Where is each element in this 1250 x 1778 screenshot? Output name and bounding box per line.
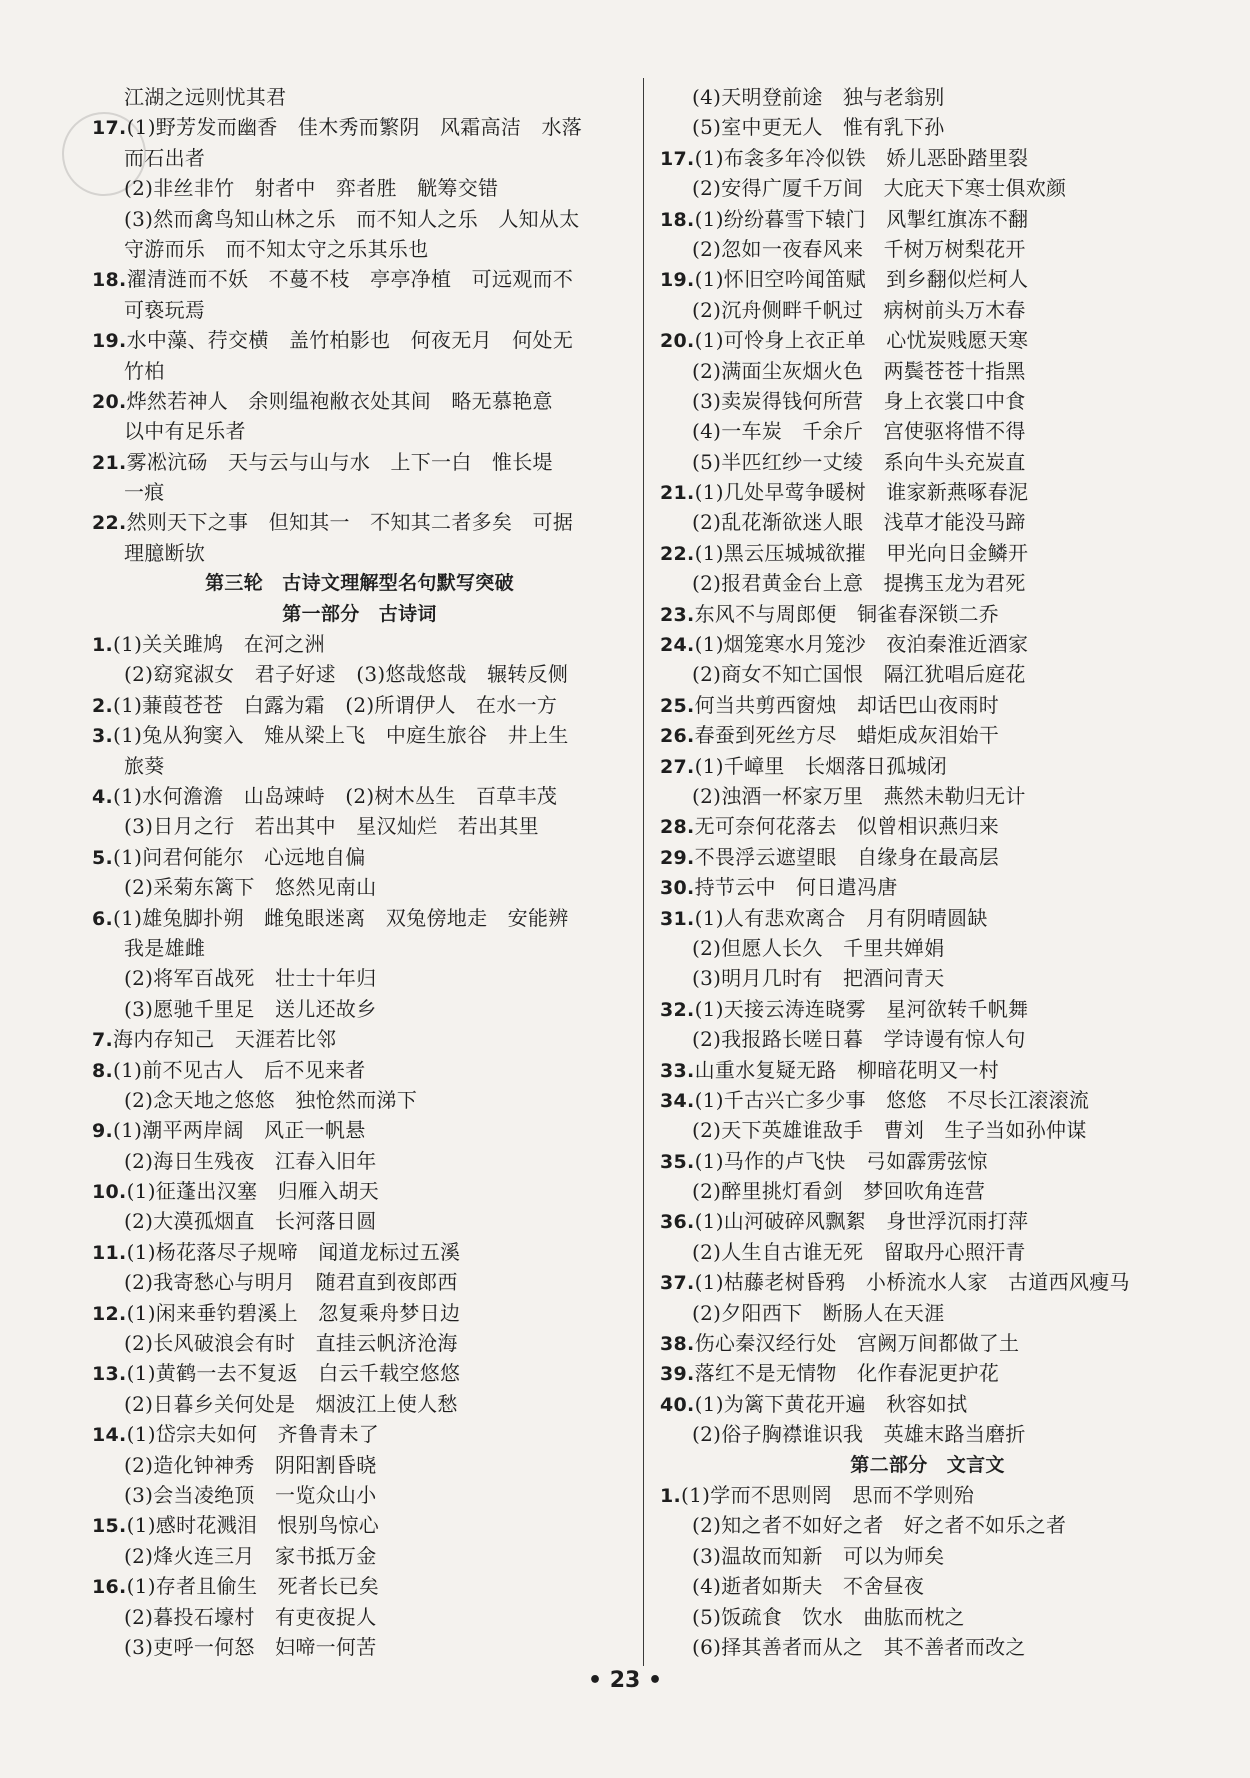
answer-text: (2)暮投石壕村 有吏夜捉人 <box>124 1604 377 1629</box>
answer-line <box>660 173 1195 203</box>
answer-text: (1)可怜身上衣正单 心忧炭贱愿天寒 <box>694 328 1029 353</box>
answer-line <box>92 143 627 173</box>
answer-line <box>92 872 627 902</box>
answer-text: (2)采菊东篱下 悠然见南山 <box>124 875 377 900</box>
answer-text: (1)问君何能尔 心远地自偏 <box>113 844 366 869</box>
question-number: 34. <box>660 1089 695 1112</box>
answer-text: (1)水何澹澹 山岛竦峙 (2)树木丛生 百草丰茂 <box>113 783 558 808</box>
answer-line <box>92 477 627 507</box>
answer-line <box>660 781 1195 811</box>
answer-line <box>660 1024 1195 1054</box>
answer-line <box>92 811 627 841</box>
answer-line <box>660 1419 1195 1449</box>
answer-text: (1)枯藤老树昏鸦 小桥流水人家 古道西风瘦马 <box>694 1270 1130 1295</box>
answer-text: (2)俗子胸襟谁识我 英雄末路当磨折 <box>692 1422 1026 1447</box>
answer-text: (2)烽火连三月 家书抵万金 <box>124 1543 377 1568</box>
answer-line <box>92 386 627 416</box>
answer-text: 理臆断欤 <box>124 540 206 565</box>
answer-text: (2)造化钟神秀 阴阳割昏晓 <box>124 1452 377 1477</box>
question-number: 37. <box>660 1272 695 1295</box>
answer-text: 第二部分 文言文 <box>850 1453 1005 1476</box>
answer-text: (1)怀旧空吟闻笛赋 到乡翻似烂柯人 <box>694 267 1029 292</box>
answer-text: 伤心秦汉经行处 宫阙万间都做了土 <box>694 1331 1020 1356</box>
answer-text: (2)人生自古谁无死 留取丹心照汗青 <box>692 1239 1026 1264</box>
answer-line <box>660 1115 1195 1145</box>
answer-text: (1)黑云压城城欲摧 甲光向日金鳞开 <box>694 540 1029 565</box>
answer-line <box>92 1146 627 1176</box>
answer-text: (1)闲来垂钓碧溪上 忽复乘舟梦日边 <box>126 1300 461 1325</box>
answer-text: (2)忽如一夜春风来 千树万树梨花开 <box>692 236 1026 261</box>
answer-text: (1)杨花落尽子规啼 闻道龙标过五溪 <box>126 1239 461 1264</box>
answer-text: 守游而乐 而不知太守之乐其乐也 <box>124 236 429 261</box>
answer-line <box>660 751 1195 781</box>
answer-text: (1)马作的卢飞快 弓如霹雳弦惊 <box>694 1148 988 1173</box>
question-number: 25. <box>660 694 695 717</box>
answer-text: (2)安得广厦千万间 大庇天下寒士俱欢颜 <box>692 176 1067 201</box>
answer-text: (2)我寄愁心与明月 随君直到夜郎西 <box>124 1270 458 1295</box>
answer-text: (3)卖炭得钱何所营 身上衣裳口中食 <box>692 388 1026 413</box>
answer-line <box>92 781 627 811</box>
question-number: 18. <box>660 208 695 231</box>
question-number: 20. <box>660 330 695 353</box>
answer-text: 可亵玩焉 <box>124 297 206 322</box>
answer-text: 不畏浮云遮望眼 自缘身在最高层 <box>694 844 1000 869</box>
section-heading <box>92 599 627 629</box>
answer-text: (2)海日生残夜 江春入旧年 <box>124 1148 377 1173</box>
answer-line <box>660 872 1195 902</box>
answer-text: (5)室中更无人 惟有乳下孙 <box>692 115 945 140</box>
question-number: 39. <box>660 1363 695 1386</box>
answer-text: (3)吏呼一何怒 妇啼一何苦 <box>124 1634 377 1659</box>
answer-text: 旅葵 <box>124 753 165 778</box>
answer-line <box>92 416 627 446</box>
answer-text: 竹柏 <box>124 358 165 383</box>
answer-text: 山重水复疑无路 柳暗花明又一村 <box>694 1057 1000 1082</box>
answer-line <box>660 629 1195 659</box>
question-number: 21. <box>660 482 695 505</box>
answer-text: (1)千古兴亡多少事 悠悠 不尽长江滚滚流 <box>694 1087 1090 1112</box>
answer-line <box>92 1632 627 1662</box>
answer-line <box>92 325 627 355</box>
answer-line <box>92 1267 627 1297</box>
answer-text: (2)非丝非竹 射者中 弈者胜 觥筹交错 <box>124 176 499 201</box>
answer-text: (1)感时花溅泪 恨别鸟惊心 <box>126 1513 380 1538</box>
answer-text: (2)将军百战死 壮士十年归 <box>124 966 377 991</box>
answer-line <box>92 1085 627 1115</box>
answer-text: (1)蒹葭苍苍 白露为霜 (2)所谓伊人 在水一方 <box>113 692 558 717</box>
answer-line <box>92 1024 627 1054</box>
answer-text: (2)浊酒一杯家万里 燕然未勒归无计 <box>692 783 1026 808</box>
answer-text: (2)报君黄金台上意 提携玉龙为君死 <box>692 571 1026 596</box>
answer-line <box>92 963 627 993</box>
answer-line <box>92 1115 627 1145</box>
question-number: 24. <box>660 634 695 657</box>
answer-line <box>92 1298 627 1328</box>
answer-text: (2)商女不知亡国恨 隔江犹唱后庭花 <box>692 662 1026 687</box>
question-number: 19. <box>660 269 695 292</box>
answer-line <box>660 1085 1195 1115</box>
answer-text: (2)知之者不如好之者 好之者不如乐之者 <box>692 1513 1067 1538</box>
answer-text: (1)布衾多年冷似铁 娇儿恶卧踏里裂 <box>694 145 1029 170</box>
answer-line <box>92 264 627 294</box>
answer-line <box>660 416 1195 446</box>
answer-text: 东风不与周郎便 铜雀春深锁二乔 <box>694 601 1000 626</box>
answer-line <box>92 173 627 203</box>
answer-line <box>92 1510 627 1540</box>
answer-text: (2)天下英雄谁敌手 曹刘 生子当如孙仲谋 <box>692 1118 1087 1143</box>
answer-text: (1)前不见古人 后不见来者 <box>113 1057 366 1082</box>
answer-line <box>660 568 1195 598</box>
answer-line <box>92 1571 627 1601</box>
question-number: 6. <box>92 907 114 930</box>
right-column <box>660 82 1195 1662</box>
answer-text: 水中藻、荇交横 盖竹柏影也 何夜无月 何处无 <box>126 328 574 353</box>
question-number: 22. <box>660 542 695 565</box>
answer-text: (2)乱花渐欲迷人眼 浅草才能没马蹄 <box>692 510 1026 535</box>
answer-text: (6)择其善者而从之 其不善者而改之 <box>692 1634 1026 1659</box>
answer-line <box>92 1389 627 1419</box>
answer-line <box>660 234 1195 264</box>
question-number: 9. <box>92 1120 114 1143</box>
section-heading <box>660 1450 1195 1480</box>
answer-line <box>660 1055 1195 1085</box>
answer-line <box>92 1450 627 1480</box>
answer-line <box>660 1176 1195 1206</box>
question-number: 4. <box>92 785 114 808</box>
answer-line <box>92 1419 627 1449</box>
answer-line <box>92 659 627 689</box>
answer-line <box>92 1328 627 1358</box>
answer-text: 濯清涟而不妖 不蔓不枝 亭亭净植 可远观而不 <box>126 267 574 292</box>
question-number: 30. <box>660 877 695 900</box>
answer-line <box>660 659 1195 689</box>
answer-line <box>660 1237 1195 1267</box>
answer-line <box>660 1389 1195 1419</box>
answer-text: 江湖之远则忧其君 <box>124 85 287 109</box>
answer-text: (2)日暮乡关何处是 烟波江上使人愁 <box>124 1391 458 1416</box>
answer-line <box>660 295 1195 325</box>
answer-line <box>660 507 1195 537</box>
answer-text: 海内存知己 天涯若比邻 <box>113 1027 337 1052</box>
answer-line <box>660 538 1195 568</box>
answer-line <box>92 112 627 142</box>
answer-text: (1)兔从狗窦入 雉从梁上飞 中庭生旅谷 井上生 <box>113 723 569 748</box>
answer-line <box>92 751 627 781</box>
question-number: 22. <box>92 512 127 535</box>
answer-line <box>660 143 1195 173</box>
answer-text: (2)但愿人长久 千里共婵娟 <box>692 935 945 960</box>
answer-text: 然则天下之事 但知其一 不知其二者多矣 可据 <box>126 510 574 535</box>
answer-line <box>660 264 1195 294</box>
answer-line <box>660 1146 1195 1176</box>
question-number: 36. <box>660 1211 695 1234</box>
answer-text: (1)关关雎鸠 在河之洲 <box>113 632 325 657</box>
answer-line <box>660 963 1195 993</box>
answer-text: (1)潮平两岸阔 风正一帆悬 <box>113 1118 366 1143</box>
column-divider <box>643 78 644 1666</box>
question-number: 7. <box>92 1029 114 1052</box>
answer-text: 我是雄雌 <box>124 935 206 960</box>
question-number: 17. <box>92 117 127 140</box>
answer-line <box>92 538 627 568</box>
answer-text: (3)温故而知新 可以为师矣 <box>692 1543 945 1568</box>
answer-text: 烨然若神人 余则缊袍敝衣处其间 略无慕艳意 <box>126 388 553 413</box>
answer-line <box>660 112 1195 142</box>
answer-text: 第一部分 古诗词 <box>282 602 437 625</box>
answer-line <box>660 842 1195 872</box>
section-heading <box>92 568 627 598</box>
answer-text: (2)沉舟侧畔千帆过 病树前头万木春 <box>692 297 1026 322</box>
answer-text: (3)愿驰千里足 送儿还故乡 <box>124 996 377 1021</box>
question-number: 27. <box>660 755 695 778</box>
answer-text: (1)为篱下黄花开遍 秋容如拭 <box>694 1391 968 1416</box>
answer-line <box>660 1632 1195 1662</box>
question-number: 2. <box>92 694 114 717</box>
question-number: 21. <box>92 451 127 474</box>
answer-text: 无可奈何花落去 似曾相识燕归来 <box>694 814 1000 839</box>
answer-text: (4)逝者如斯夫 不舍昼夜 <box>692 1574 925 1599</box>
question-number: 28. <box>660 816 695 839</box>
question-number: 3. <box>92 725 114 748</box>
question-number: 32. <box>660 998 695 1021</box>
question-number: 12. <box>92 1302 127 1325</box>
answer-line <box>660 933 1195 963</box>
answer-text: (3)日月之行 若出其中 星汉灿烂 若出其里 <box>124 814 539 839</box>
answer-line <box>660 1480 1195 1510</box>
answer-text: (4)天明登前途 独与老翁别 <box>692 85 945 109</box>
answer-line <box>660 1571 1195 1601</box>
answer-line <box>92 629 627 659</box>
answer-text: (2)长风破浪会有时 直挂云帆济沧海 <box>124 1331 458 1356</box>
question-number: 29. <box>660 846 695 869</box>
answer-line <box>92 234 627 264</box>
question-number: 1. <box>92 634 114 657</box>
answer-text: (1)天接云涛连晓雾 星河欲转千帆舞 <box>694 996 1029 1021</box>
answer-line <box>660 599 1195 629</box>
answer-line <box>92 1602 627 1632</box>
answer-text: (1)学而不思则罔 思而不学则殆 <box>681 1482 975 1507</box>
answer-line <box>660 1510 1195 1540</box>
answer-line <box>92 1358 627 1388</box>
question-number: 16. <box>92 1576 127 1599</box>
question-number: 18. <box>92 269 127 292</box>
question-number: 19. <box>92 330 127 353</box>
answer-line <box>92 1055 627 1085</box>
answer-text: (1)黄鹤一去不复返 白云千载空悠悠 <box>126 1361 461 1386</box>
answer-text: (1)几处早莺争暖树 谁家新燕啄春泥 <box>694 480 1029 505</box>
answer-text: (1)存者且偷生 死者长已矣 <box>126 1574 380 1599</box>
answer-text: (2)满面尘灰烟火色 两鬓苍苍十指黑 <box>692 358 1026 383</box>
question-number: 14. <box>92 1424 127 1447</box>
answer-line <box>92 903 627 933</box>
answer-text: (1)雄兔脚扑朔 雌兔眼迷离 双兔傍地走 安能辨 <box>113 905 569 930</box>
question-number: 17. <box>660 147 695 170</box>
answer-line <box>660 994 1195 1024</box>
answer-text: (2)大漠孤烟直 长河落日圆 <box>124 1209 377 1234</box>
answer-text: 而石出者 <box>124 145 206 170</box>
answer-line <box>92 1480 627 1510</box>
answer-line <box>92 507 627 537</box>
answer-text: 第三轮 古诗文理解型名句默写突破 <box>205 572 514 595</box>
answer-line <box>660 720 1195 750</box>
answer-line <box>92 720 627 750</box>
answer-text: (2)念天地之悠悠 独怆然而涕下 <box>124 1087 418 1112</box>
answer-line <box>660 1358 1195 1388</box>
answer-line <box>660 903 1195 933</box>
question-number: 33. <box>660 1059 695 1082</box>
question-number: 10. <box>92 1181 127 1204</box>
answer-text: (5)半匹红纱一丈绫 系向牛头充炭直 <box>692 449 1026 474</box>
question-number: 5. <box>92 846 114 869</box>
answer-text: (1)人有悲欢离合 月有阴晴圆缺 <box>694 905 988 930</box>
answer-line <box>660 356 1195 386</box>
answer-text: 持节云中 何日遣冯唐 <box>694 875 898 900</box>
answer-text: (1)纷纷暮雪下辕门 风掣红旗冻不翻 <box>694 206 1029 231</box>
answer-line <box>660 1541 1195 1571</box>
answer-line <box>92 1541 627 1571</box>
answer-line <box>660 1267 1195 1297</box>
answer-line <box>660 1328 1195 1358</box>
answer-text: (3)会当凌绝顶 一览众山小 <box>124 1482 377 1507</box>
answer-line <box>660 690 1195 720</box>
question-number: 31. <box>660 907 695 930</box>
question-number: 20. <box>92 390 127 413</box>
answer-line <box>92 842 627 872</box>
question-number: 11. <box>92 1241 127 1264</box>
question-number: 8. <box>92 1059 114 1082</box>
question-number: 23. <box>660 603 695 626</box>
answer-line <box>660 1602 1195 1632</box>
answer-text: (1)野芳发而幽香 佳木秀而繁阴 风霜高洁 水落 <box>126 115 583 140</box>
answer-line <box>92 933 627 963</box>
answer-line <box>660 447 1195 477</box>
question-number: 38. <box>660 1333 695 1356</box>
answer-line <box>92 1206 627 1236</box>
answer-text: (2)醉里挑灯看剑 梦回吹角连营 <box>692 1179 986 1204</box>
question-number: 35. <box>660 1150 695 1173</box>
answer-text: 落红不是无情物 化作春泥更护花 <box>694 1361 1000 1386</box>
left-column <box>92 82 627 1662</box>
answer-text: (1)千嶂里 长烟落日孤城闭 <box>694 753 948 778</box>
answer-text: (1)山河破碎风飘絮 身世浮沉雨打萍 <box>694 1209 1029 1234</box>
answer-text: 以中有足乐者 <box>124 419 246 444</box>
question-number: 13. <box>92 1363 127 1386</box>
answer-text: (1)烟笼寒水月笼沙 夜泊秦淮近酒家 <box>694 632 1029 657</box>
answer-text: (3)明月几时有 把酒问青天 <box>692 966 945 991</box>
answer-text: (4)一车炭 千余斤 宫使驱将惜不得 <box>692 419 1026 444</box>
answer-text: 何当共剪西窗烛 却话巴山夜雨时 <box>694 692 1000 717</box>
answer-text: (2)我报路长嗟日暮 学诗谩有惊人句 <box>692 1027 1026 1052</box>
answer-line <box>92 295 627 325</box>
answer-line <box>92 1176 627 1206</box>
question-number: 26. <box>660 725 695 748</box>
answer-line <box>660 386 1195 416</box>
answer-line <box>92 82 627 112</box>
answer-text: (2)夕阳西下 断肠人在天涯 <box>692 1300 945 1325</box>
answer-line <box>660 1298 1195 1328</box>
answer-text: (3)然而禽鸟知山林之乐 而不知人之乐 人知从太 <box>124 206 580 231</box>
answer-text: (5)饭疏食 饮水 曲肱而枕之 <box>692 1604 965 1629</box>
answer-line <box>92 994 627 1024</box>
answer-line <box>92 356 627 386</box>
question-number: 15. <box>92 1515 127 1538</box>
answer-line <box>92 204 627 234</box>
page-number: • 23 • <box>587 1668 663 1693</box>
answer-text: 一痕 <box>124 480 165 505</box>
answer-text: 雾凇沆砀 天与云与山与水 上下一白 惟长堤 <box>126 449 553 474</box>
answer-line <box>660 325 1195 355</box>
answer-line <box>660 477 1195 507</box>
answer-text: (1)征蓬出汉塞 归雁入胡天 <box>126 1179 380 1204</box>
question-number: 40. <box>660 1393 695 1416</box>
answer-line <box>92 447 627 477</box>
answer-line <box>660 1206 1195 1236</box>
answer-line <box>660 811 1195 841</box>
answer-text: (1)岱宗夫如何 齐鲁青未了 <box>126 1422 380 1447</box>
answer-text: 春蚕到死丝方尽 蜡炬成灰泪始干 <box>694 723 1000 748</box>
answer-line <box>660 82 1195 112</box>
answer-line <box>92 690 627 720</box>
question-number: 1. <box>660 1484 682 1507</box>
answer-line <box>660 204 1195 234</box>
answer-line <box>92 1237 627 1267</box>
answer-text: (2)窈窕淑女 君子好逑 (3)悠哉悠哉 辗转反侧 <box>124 662 569 687</box>
